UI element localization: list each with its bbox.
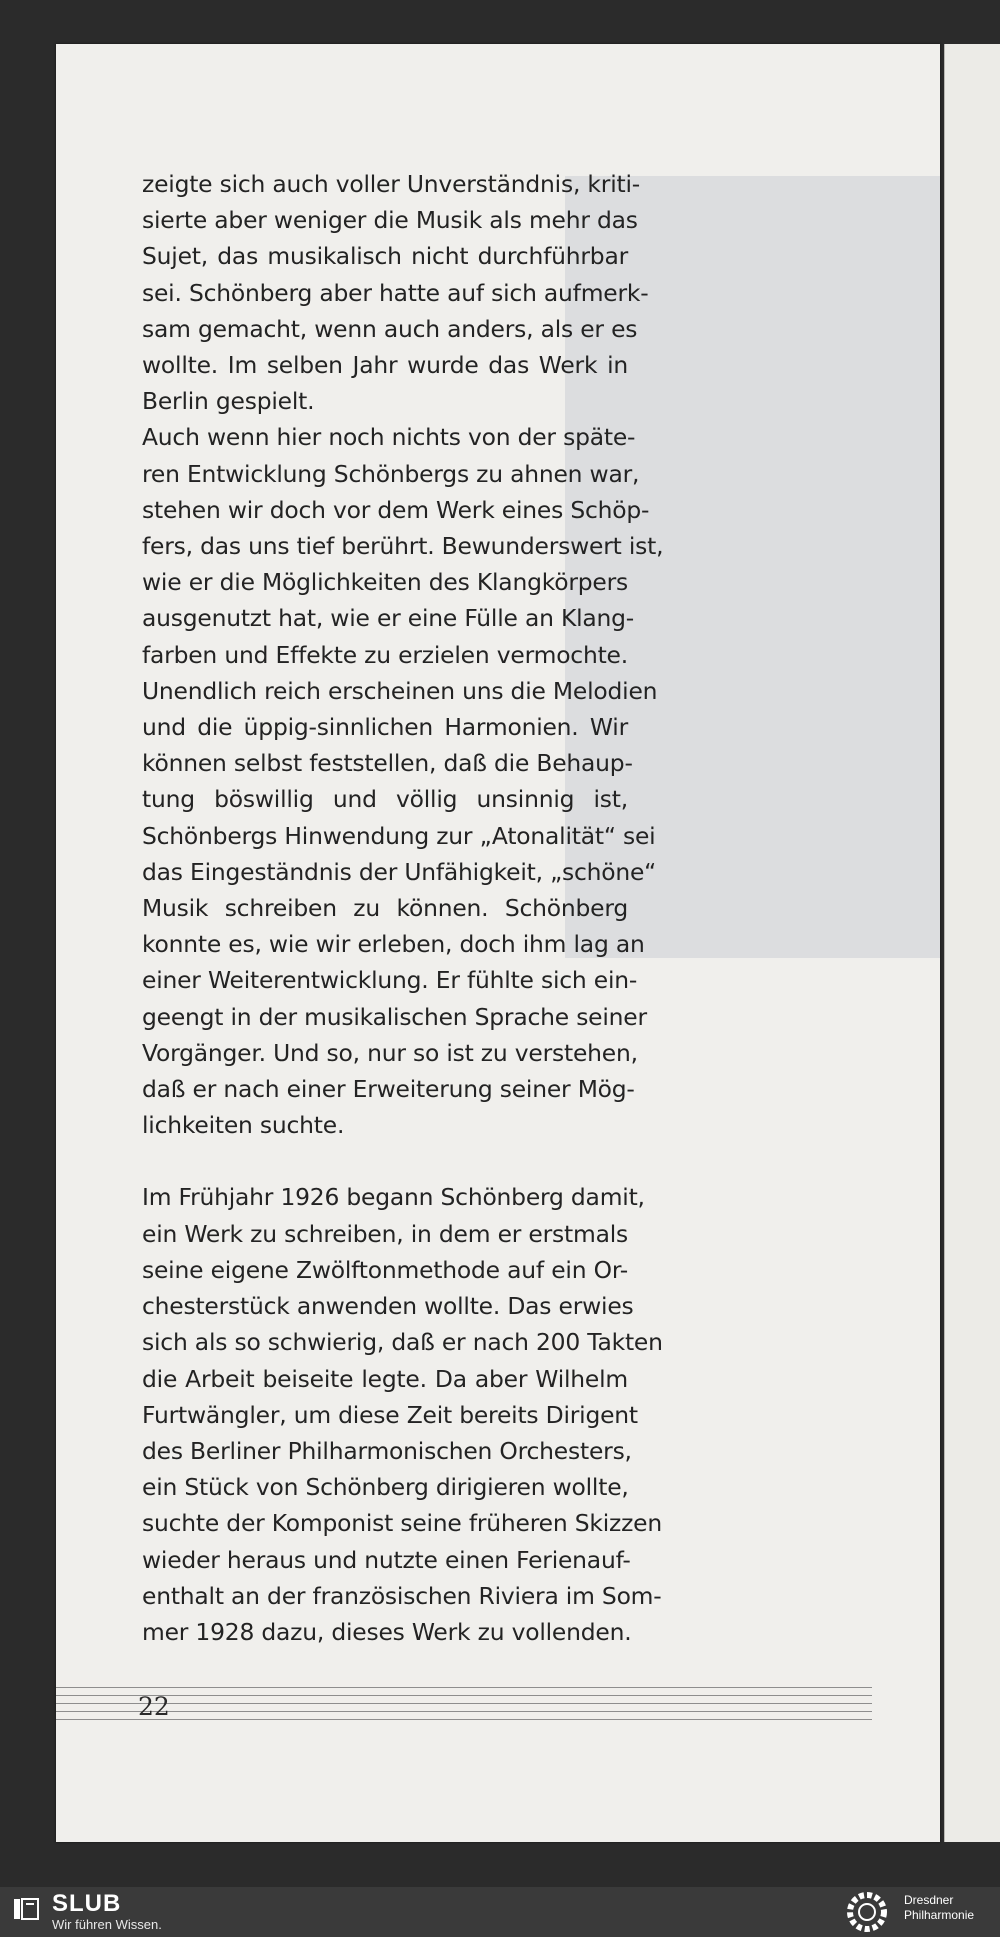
text-line: stehen wir doch vor dem Werk eines Schöp-	[142, 495, 650, 524]
philharmonie-logo-icon	[842, 1891, 892, 1933]
text-line: und die üppig-sinnlichen Harmonien. Wir	[142, 713, 628, 742]
text-line: sam gemacht, wenn auch anders, als er es	[142, 314, 638, 343]
paragraph-1	[142, 166, 649, 419]
partner-name	[904, 1893, 974, 1923]
text-line: Unendlich reich erscheinen uns die Melodien	[142, 676, 658, 705]
text-line: zeigte sich auch voller Unverständnis, kriti-	[142, 170, 640, 198]
text-line: Vorgänger. Und so, nur so ist zu verstehen,	[142, 1038, 638, 1067]
text-line: sich als so schwierig, daß er nach 200 Takten	[142, 1328, 663, 1357]
text-line: Sujet, das musikalisch nicht durchführbar	[142, 242, 628, 271]
text-line: wollte. Im selben Jahr wurde das Werk in	[142, 351, 628, 380]
library-name: SLUB	[52, 1890, 122, 1917]
footer-bar	[0, 1887, 1000, 1937]
text-line: suchte der Komponist seine früheren Skizzen	[142, 1509, 662, 1538]
text-line: des Berliner Philharmonischen Orchesters,	[142, 1436, 632, 1465]
text-line: lichkeiten suchte.	[142, 1111, 345, 1140]
text-line: ein Werk zu schreiben, in dem er erstmals	[142, 1219, 628, 1248]
text-line: seine eigene Zwölftonmethode auf ein Or-	[142, 1255, 628, 1284]
text-line: farben und Effekte zu erzielen vermochte.	[142, 640, 628, 669]
text-line: ein Stück von Schönberg dirigieren wollte,	[142, 1473, 629, 1502]
partner-name-line1: Dresdner	[904, 1893, 954, 1907]
text-line: die Arbeit beiseite legte. Da aber Wilhelm	[142, 1364, 628, 1393]
text-line: Berlin gespielt.	[142, 387, 315, 416]
text-line: Im Frühjahr 1926 begann Schönberg damit,	[142, 1183, 645, 1212]
text-line: können selbst feststellen, daß die Behaup-	[142, 749, 633, 778]
text-line: ren Entwicklung Schönbergs zu ahnen war,	[142, 459, 640, 488]
text-line: daß er nach einer Erweiterung seiner Mög-	[142, 1075, 635, 1104]
text-line: wieder heraus und nutzte einen Ferienauf-	[142, 1545, 631, 1574]
text-line: wie er die Möglichkeiten des Klangkörpers	[142, 568, 628, 597]
text-line: geengt in der musikalischen Sprache seiner	[142, 1002, 647, 1031]
body-text	[142, 166, 664, 1650]
text-line: enthalt an der französischen Riviera im Som-	[142, 1581, 662, 1610]
slub-logo-icon	[12, 1895, 40, 1923]
text-line: sei. Schönberg aber hatte auf sich aufmerk-	[142, 278, 649, 307]
page-number: 22	[138, 1692, 170, 1721]
text-line: Musik schreiben zu können. Schönberg	[142, 894, 628, 923]
text-line: Furtwängler, um diese Zeit bereits Dirigent	[142, 1400, 638, 1429]
text-line: das Eingeständnis der Unfähigkeit, „schöne“	[142, 857, 657, 886]
partner-name-line2: Philharmonie	[904, 1908, 975, 1922]
text-line: Auch wenn hier noch nichts von der späte-	[142, 423, 636, 452]
text-line: tung böswillig und völlig unsinnig ist,	[142, 785, 628, 814]
adjacent-page-edge	[944, 44, 1000, 1842]
library-slogan: Wir führen Wissen.	[52, 1917, 162, 1932]
text-line: Schönbergs Hinwendung zur „Atonalität“ sei	[142, 821, 656, 850]
paragraph-2	[142, 419, 664, 1143]
text-line: einer Weiterentwicklung. Er fühlte sich ein-	[142, 966, 638, 995]
text-line: konnte es, wie wir erleben, doch ihm lag an	[142, 930, 645, 959]
booklet-page	[56, 44, 940, 1842]
paragraph-3	[142, 1179, 663, 1650]
text-line: sierte aber weniger die Musik als mehr das	[142, 206, 638, 235]
text-line: chesterstück anwenden wollte. Das erwies	[142, 1292, 634, 1321]
music-staff-lines	[56, 1687, 872, 1721]
text-line: fers, das uns tief berührt. Bewunderswert ist,	[142, 532, 664, 561]
text-line: ausgenutzt hat, wie er eine Fülle an Klang-	[142, 604, 635, 633]
text-line: mer 1928 dazu, dieses Werk zu vollenden.	[142, 1617, 632, 1646]
